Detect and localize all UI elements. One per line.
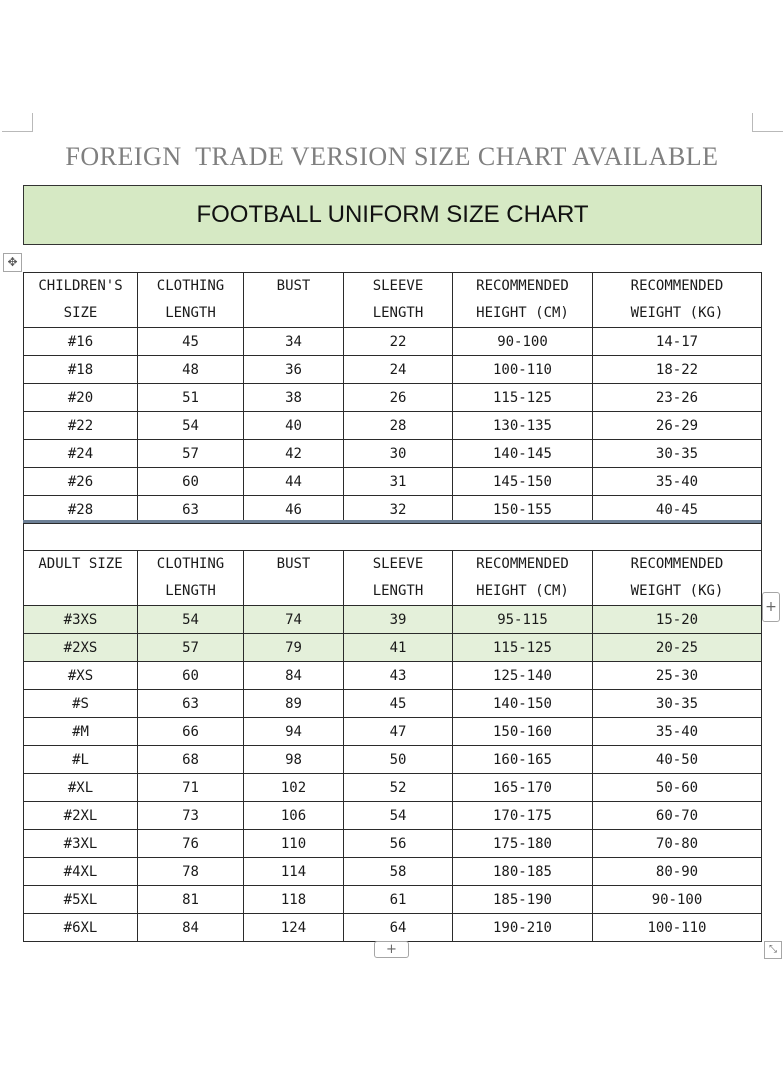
table-row (24, 328, 762, 356)
page-corner-mark-left (2, 113, 33, 132)
children-header-line (244, 300, 343, 327)
table-cell: #M (24, 718, 138, 746)
children-size-table (23, 272, 762, 524)
table-cell: 180-185 (453, 858, 593, 886)
table-cell: 48 (138, 356, 244, 384)
table-cell: 54 (138, 412, 244, 440)
table-cell: #20 (24, 384, 138, 412)
table-row (24, 830, 762, 858)
table-cell: 90-100 (593, 886, 762, 914)
table-cell: #26 (24, 468, 138, 496)
table-cell: 34 (244, 328, 344, 356)
table-cell: #4XL (24, 858, 138, 886)
table-cell: 68 (138, 746, 244, 774)
table-row (24, 886, 762, 914)
table-cell: 40 (244, 412, 344, 440)
table-cell: 150-155 (453, 496, 593, 524)
table-cell: 18-22 (593, 356, 762, 384)
table-cell: 106 (244, 802, 344, 830)
table-cell: #18 (24, 356, 138, 384)
table-cell: 170-175 (453, 802, 593, 830)
table-cell: 185-190 (453, 886, 593, 914)
adult-header-cell (453, 551, 593, 606)
adult-header-line: BUST (276, 556, 311, 572)
table-cell: 15-20 (593, 606, 762, 634)
adult-header-cell (138, 551, 244, 606)
table-cell: 45 (138, 328, 244, 356)
children-header-line: SLEEVE (372, 278, 424, 294)
table-cell: 98 (244, 746, 344, 774)
table-cell: 66 (138, 718, 244, 746)
table-row (24, 384, 762, 412)
table-row (24, 356, 762, 384)
table-cell: 115-125 (453, 634, 593, 662)
children-header-cell (138, 273, 244, 328)
table-cell: 56 (344, 830, 453, 858)
children-header-line: HEIGHT (CM) (476, 305, 569, 321)
table-cell: 95-115 (453, 606, 593, 634)
table-row (24, 412, 762, 440)
table-cell: 57 (138, 440, 244, 468)
adult-header-line: ADULT SIZE (38, 556, 123, 572)
table-cell: 90-100 (453, 328, 593, 356)
table-cell: 160-165 (453, 746, 593, 774)
table-cell: #5XL (24, 886, 138, 914)
chart-title: FOOTBALL UNIFORM SIZE CHART (23, 185, 762, 245)
table-cell: 23-26 (593, 384, 762, 412)
table-cell: 125-140 (453, 662, 593, 690)
table-row (24, 662, 762, 690)
table-cell: 100-110 (453, 356, 593, 384)
table-cell: 145-150 (453, 468, 593, 496)
adult-header-line: WEIGHT (KG) (630, 583, 724, 599)
adult-header-line (24, 578, 137, 605)
table-cell: 26-29 (593, 412, 762, 440)
table-row (24, 802, 762, 830)
adult-header-line: RECOMMENDED (476, 556, 569, 572)
table-cell: #3XS (24, 606, 138, 634)
table-cell: 47 (344, 718, 453, 746)
table-cell: 63 (138, 496, 244, 524)
children-header-line: CHILDREN'S (38, 278, 123, 294)
children-header-cell (344, 273, 453, 328)
table-cell: 41 (344, 634, 453, 662)
children-header-line: RECOMMENDED (630, 278, 724, 294)
table-cell: 140-145 (453, 440, 593, 468)
table-cell: 35-40 (593, 718, 762, 746)
table-cell: 50 (344, 746, 453, 774)
table-row (24, 606, 762, 634)
adult-header-cell (344, 551, 453, 606)
table-cell: 80-90 (593, 858, 762, 886)
children-header-cell (453, 273, 593, 328)
adult-size-table (23, 550, 762, 942)
table-cell: 31 (344, 468, 453, 496)
adult-header-cell (244, 551, 344, 606)
table-cell: 40-50 (593, 746, 762, 774)
table-row (24, 746, 762, 774)
table-move-handle-icon[interactable]: ✥ (3, 253, 22, 272)
children-header-line: RECOMMENDED (476, 278, 569, 294)
table-cell: 60 (138, 468, 244, 496)
adult-header-line (244, 578, 343, 605)
table-cell: 175-180 (453, 830, 593, 858)
table-cell: 45 (344, 690, 453, 718)
table-cell: 64 (344, 914, 453, 942)
table-cell: 32 (344, 496, 453, 524)
section-spacer (23, 523, 762, 550)
table-cell: 130-135 (453, 412, 593, 440)
table-cell: 51 (138, 384, 244, 412)
table-cell: 46 (244, 496, 344, 524)
table-cell: 74 (244, 606, 344, 634)
page-corner-mark-right (752, 113, 783, 132)
table-cell: 118 (244, 886, 344, 914)
adult-header-cell (593, 551, 762, 606)
table-cell: 102 (244, 774, 344, 802)
table-cell: #22 (24, 412, 138, 440)
table-cell: 30-35 (593, 440, 762, 468)
table-cell: 20-25 (593, 634, 762, 662)
children-header-row (24, 273, 762, 328)
children-header-cell (24, 273, 138, 328)
table-row (24, 634, 762, 662)
table-cell: 73 (138, 802, 244, 830)
table-cell: 30 (344, 440, 453, 468)
table-row (24, 440, 762, 468)
table-cell: 35-40 (593, 468, 762, 496)
children-header-line: WEIGHT (KG) (630, 305, 724, 321)
table-cell: 110 (244, 830, 344, 858)
table-cell: 150-160 (453, 718, 593, 746)
table-cell: 79 (244, 634, 344, 662)
add-column-icon[interactable]: + (762, 592, 780, 622)
table-cell: 78 (138, 858, 244, 886)
table-cell: 100-110 (593, 914, 762, 942)
table-cell: 28 (344, 412, 453, 440)
table-cell: #2XL (24, 802, 138, 830)
table-cell: #6XL (24, 914, 138, 942)
table-row (24, 690, 762, 718)
table-cell: #2XS (24, 634, 138, 662)
children-header-line: CLOTHING (156, 278, 225, 294)
table-cell: 22 (344, 328, 453, 356)
table-cell: #28 (24, 496, 138, 524)
adult-header-line: LENGTH (165, 583, 216, 599)
table-cell: #24 (24, 440, 138, 468)
table-cell: 60-70 (593, 802, 762, 830)
table-cell: 14-17 (593, 328, 762, 356)
children-header-line: LENGTH (372, 305, 424, 321)
table-cell: 30-35 (593, 690, 762, 718)
table-cell: 52 (344, 774, 453, 802)
table-cell: 24 (344, 356, 453, 384)
table-cell: 44 (244, 468, 344, 496)
table-cell: 63 (138, 690, 244, 718)
table-cell: 94 (244, 718, 344, 746)
table-cell: 190-210 (453, 914, 593, 942)
adult-header-line: HEIGHT (CM) (476, 583, 569, 599)
table-resize-icon[interactable]: ⤡ (764, 941, 782, 959)
table-cell: #3XL (24, 830, 138, 858)
adult-header-line: SLEEVE (372, 556, 424, 572)
table-cell: 50-60 (593, 774, 762, 802)
table-cell: 58 (344, 858, 453, 886)
table-row (24, 468, 762, 496)
children-header-line: SIZE (63, 305, 98, 321)
table-cell: #XL (24, 774, 138, 802)
table-cell: 165-170 (453, 774, 593, 802)
table-cell: 81 (138, 886, 244, 914)
children-header-cell (244, 273, 344, 328)
table-cell: 84 (138, 914, 244, 942)
table-cell: 40-45 (593, 496, 762, 524)
table-cell: 70-80 (593, 830, 762, 858)
table-cell: #16 (24, 328, 138, 356)
table-row (24, 774, 762, 802)
table-cell: 42 (244, 440, 344, 468)
children-header-cell (593, 273, 762, 328)
children-header-line: BUST (276, 278, 311, 294)
page-header: FOREIGN TRADE VERSION SIZE CHART AVAILABLE (65, 142, 719, 171)
table-cell: 76 (138, 830, 244, 858)
table-cell: 115-125 (453, 384, 593, 412)
table-cell: 39 (344, 606, 453, 634)
children-header-line: LENGTH (165, 305, 216, 321)
adult-header-line: CLOTHING (156, 556, 225, 572)
adult-header-line: RECOMMENDED (630, 556, 724, 572)
adult-header-cell (24, 551, 138, 606)
table-cell: 60 (138, 662, 244, 690)
table-row (24, 858, 762, 886)
table-cell: 36 (244, 356, 344, 384)
table-cell: 54 (138, 606, 244, 634)
table-row (24, 718, 762, 746)
table-cell: #L (24, 746, 138, 774)
table-cell: 61 (344, 886, 453, 914)
table-cell: 140-150 (453, 690, 593, 718)
table-cell: 57 (138, 634, 244, 662)
table-cell: 124 (244, 914, 344, 942)
table-cell: 84 (244, 662, 344, 690)
adult-header-row (24, 551, 762, 606)
table-cell: 54 (344, 802, 453, 830)
add-row-icon[interactable]: + (374, 941, 409, 958)
table-cell: 43 (344, 662, 453, 690)
table-cell: 25-30 (593, 662, 762, 690)
table-row (24, 914, 762, 942)
table-cell: 114 (244, 858, 344, 886)
table-cell: 71 (138, 774, 244, 802)
table-cell: #S (24, 690, 138, 718)
adult-header-line: LENGTH (372, 583, 424, 599)
table-cell: 26 (344, 384, 453, 412)
table-cell: 89 (244, 690, 344, 718)
table-cell: 38 (244, 384, 344, 412)
table-cell: #XS (24, 662, 138, 690)
